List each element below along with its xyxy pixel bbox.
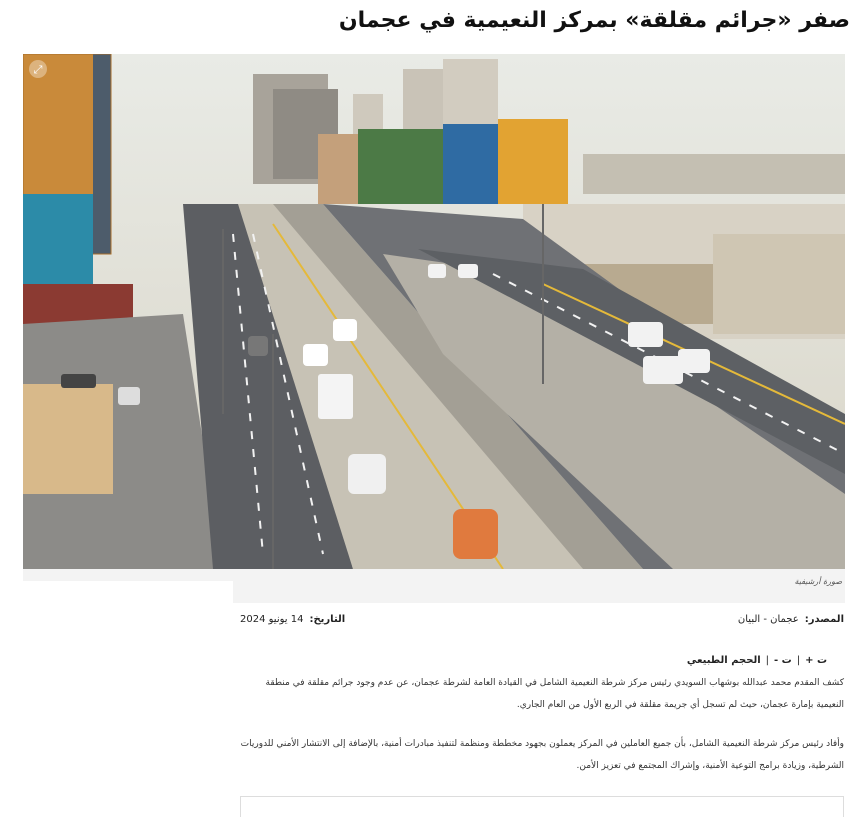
- expand-image-button[interactable]: [29, 60, 47, 78]
- article-source: [738, 614, 844, 625]
- font-size-controls: [687, 655, 827, 666]
- caption-bar-notch: [23, 581, 233, 603]
- image-caption: صورة أرشيفية: [794, 577, 842, 586]
- article-headline: صفر «جرائم مقلقة» بمركز النعيمية في عجمان: [338, 8, 850, 33]
- font-reset-button[interactable]: الحجم الطبيعي: [686, 655, 761, 666]
- expand-icon: ⤢: [33, 62, 43, 76]
- font-increase-button[interactable]: ت +: [805, 655, 827, 666]
- article-paragraph: كشف المقدم محمد عبدالله بوشهاب السويدي رئيس مركز شرطة النعيمية الشامل في القيادة العامة لشرطة عجمان، عن عدم وجود جرائم مقلقة في منطقة النعيمية بإمارة عجمان، حيث لم تسجل أي جريمة مقلقة في الربع الأول من العام الجاري.: [265, 678, 844, 710]
- font-decrease-button[interactable]: ت -: [774, 655, 792, 666]
- article-meta: [240, 614, 844, 630]
- source-value: عجمان - البيان: [737, 614, 799, 625]
- article-paragraph: وأفاد رئيس مركز شرطة النعيمية الشامل، بأن جميع العاملين في المركز يعملون بجهود مخططة ومنظمة لتنفيذ مبادرات أمنية، بالإضافة إلى الانتشار الأمني للدوريات الشرطية، وزيادة برامج التوعية الأمنية، وإشراك المجتمع في تعزيز الأمن.: [240, 739, 844, 771]
- article-photo: [23, 54, 845, 569]
- caption-bar: [23, 569, 845, 603]
- font-separator: |: [765, 655, 770, 666]
- date-label: التاريخ:: [309, 614, 346, 625]
- date-value: 14 يونيو 2024: [240, 614, 304, 625]
- source-label: المصدر:: [804, 614, 844, 625]
- article-date: [240, 614, 345, 625]
- font-separator: |: [796, 655, 801, 666]
